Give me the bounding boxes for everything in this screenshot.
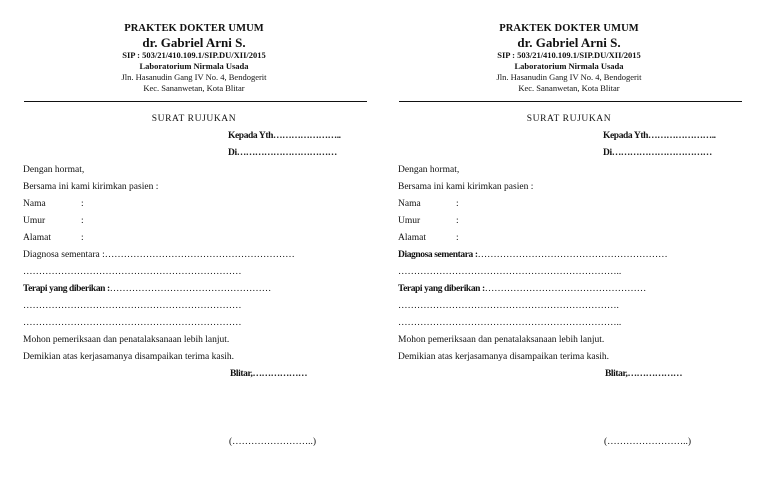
diagnosa-label: Diagnosa sementara : xyxy=(398,250,478,260)
diagnosa-row xyxy=(23,250,295,260)
intro-text: Bersama ini kami kirimkan pasien : xyxy=(23,182,159,192)
referral-letter-left xyxy=(22,0,372,489)
field-label: Umur xyxy=(398,216,421,226)
terapi-line-3: …………………………………………………………… xyxy=(23,318,242,328)
recipient-di: Di…………………………… xyxy=(228,148,337,158)
sip-number: SIP : 503/21/410.109.1/SIP.DU/XII/2015 xyxy=(497,50,641,60)
diagnosa-line-2: …………………………………………………………… xyxy=(23,267,242,277)
terapi-line-2: …………………………………………………………… xyxy=(23,301,242,311)
address-line-2: Kec. Sananwetan, Kota Blitar xyxy=(518,83,620,93)
terapi-row xyxy=(398,284,646,294)
field-sep: : xyxy=(81,199,84,209)
field-nama xyxy=(23,199,84,209)
place-date: Blitar,……………… xyxy=(605,369,683,379)
diagnosa-dots: …………………………………………………… xyxy=(104,250,295,260)
field-sep: : xyxy=(81,216,84,226)
address-line-1: Jln. Hasanudin Gang IV No. 4, Bendogerit xyxy=(496,72,642,82)
terapi-label: Terapi yang diberikan : xyxy=(23,284,110,294)
lab-name: Laboratorium Nirmala Usada xyxy=(139,61,249,71)
closing-request: Mohon pemeriksaan dan penatalaksanaan lebih lanjut. xyxy=(23,335,230,345)
field-alamat xyxy=(23,233,84,243)
closing-thanks: Demikian atas kerjasamanya disampaikan terima kasih. xyxy=(398,352,610,362)
closing-request: Mohon pemeriksaan dan penatalaksanaan lebih lanjut. xyxy=(398,335,605,345)
field-label: Nama xyxy=(23,199,46,209)
letterhead xyxy=(397,22,741,94)
address-line-1: Jln. Hasanudin Gang IV No. 4, Bendogerit xyxy=(121,72,267,82)
terapi-row xyxy=(23,284,271,294)
diagnosa-row xyxy=(398,250,668,260)
field-sep: : xyxy=(456,216,459,226)
intro-text: Bersama ini kami kirimkan pasien : xyxy=(398,182,534,192)
recipient-kepada: Kepada Yth………………….. xyxy=(603,131,716,141)
practice-name: PRAKTEK DOKTER UMUM xyxy=(499,23,639,34)
letter-title: SURAT RUJUKAN xyxy=(526,114,612,124)
terapi-label: Terapi yang diberikan : xyxy=(398,284,485,294)
field-umur xyxy=(398,216,459,226)
greeting: Dengan hormat, xyxy=(398,165,460,175)
field-sep: : xyxy=(456,233,459,243)
signature-line: (……………………..) xyxy=(604,437,692,447)
letterhead xyxy=(22,22,366,94)
doctor-name: dr. Gabriel Arni S. xyxy=(517,35,621,50)
field-sep: : xyxy=(456,199,459,209)
diagnosa-line-2: …………………………………………………………….. xyxy=(398,267,622,277)
letter-title: SURAT RUJUKAN xyxy=(151,114,237,124)
field-nama xyxy=(398,199,459,209)
address-line-2: Kec. Sananwetan, Kota Blitar xyxy=(143,83,245,93)
recipient-di: Di…………………………… xyxy=(603,148,712,158)
lab-name: Laboratorium Nirmala Usada xyxy=(514,61,624,71)
terapi-line-3: …………………………………………………………….. xyxy=(398,318,622,328)
terapi-dots: …………………………………………… xyxy=(109,284,272,294)
sip-number: SIP : 503/21/410.109.1/SIP.DU/XII/2015 xyxy=(122,50,266,60)
place-date: Blitar,……………… xyxy=(230,369,308,379)
header-divider xyxy=(24,101,367,102)
field-sep: : xyxy=(81,233,84,243)
greeting: Dengan hormat, xyxy=(23,165,85,175)
referral-letter-right xyxy=(397,0,747,489)
signature-line: (……………………..) xyxy=(229,437,317,447)
terapi-dots: …………………………………………… xyxy=(484,284,647,294)
header-divider xyxy=(399,101,742,102)
field-label: Nama xyxy=(398,199,421,209)
field-umur xyxy=(23,216,84,226)
field-label: Umur xyxy=(23,216,46,226)
field-alamat xyxy=(398,233,459,243)
field-label: Alamat xyxy=(23,233,51,243)
field-label: Alamat xyxy=(398,233,426,243)
recipient-kepada: Kepada Yth………………….. xyxy=(228,131,341,141)
closing-thanks: Demikian atas kerjasamanya disampaikan terima kasih. xyxy=(23,352,235,362)
diagnosa-dots: …………………………………………………… xyxy=(477,250,668,260)
diagnosa-label: Diagnosa sementara : xyxy=(23,250,105,260)
practice-name: PRAKTEK DOKTER UMUM xyxy=(124,23,264,34)
doctor-name: dr. Gabriel Arni S. xyxy=(142,35,246,50)
terapi-line-2: ……………………………………………………………. xyxy=(398,301,619,311)
